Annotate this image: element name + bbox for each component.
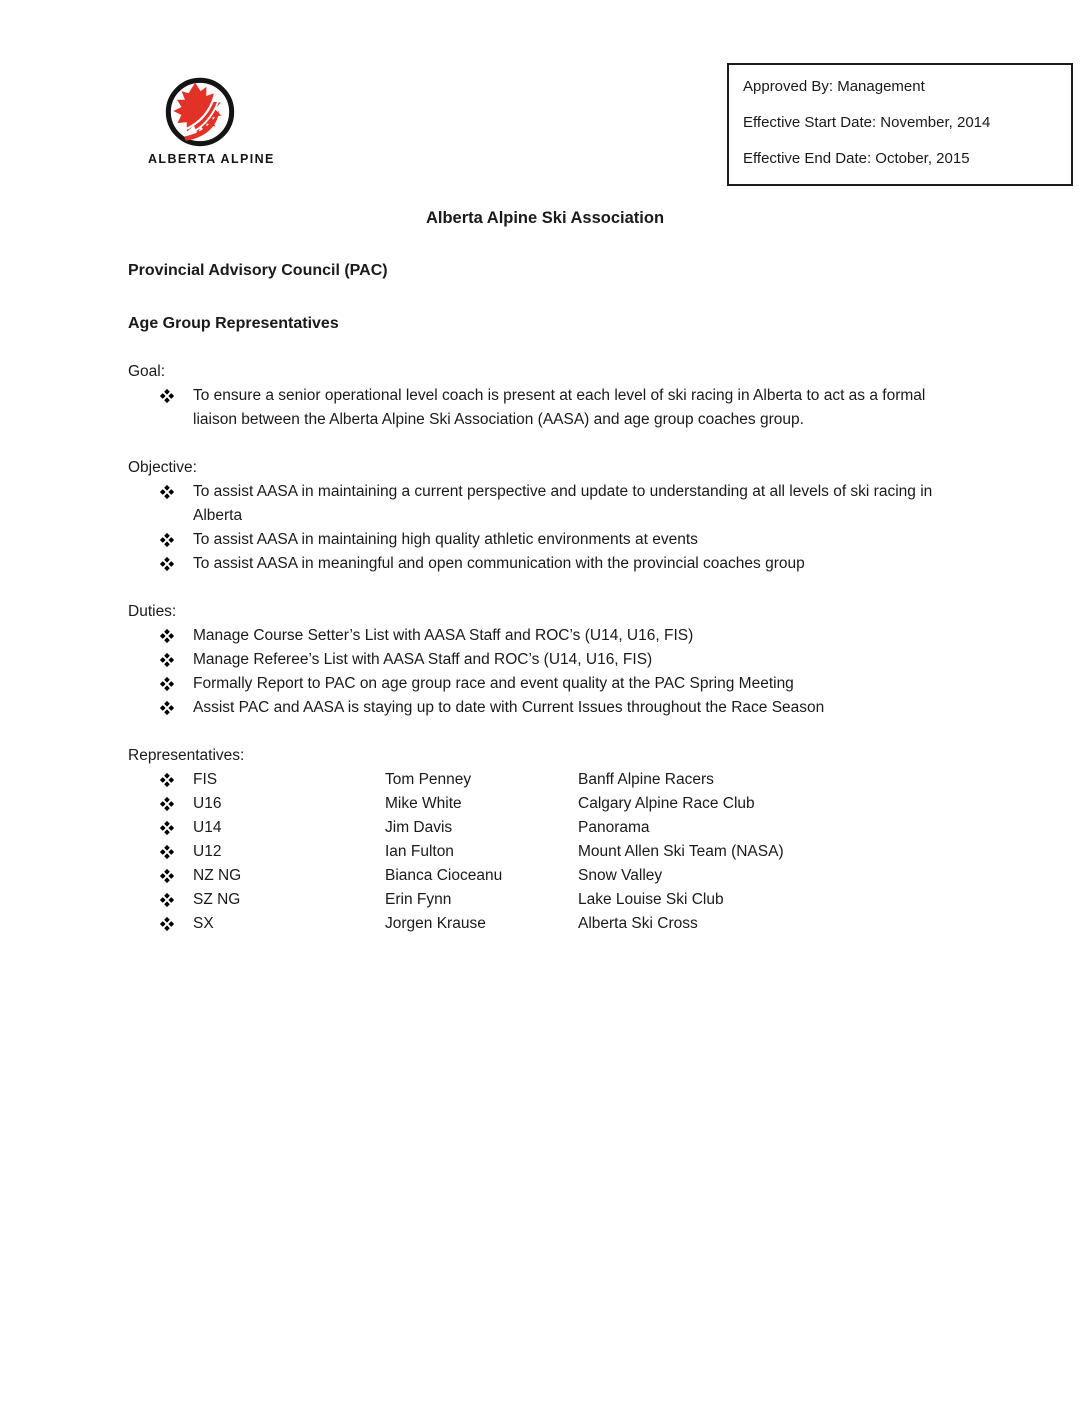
bullet-list (128, 480, 962, 576)
rep-group: U14 (193, 819, 222, 836)
diamond-bullet-icon (160, 845, 174, 859)
bullet-item (128, 384, 962, 432)
representative-row (128, 792, 962, 816)
bullet-item (128, 672, 962, 696)
approval-box (727, 63, 1073, 186)
rep-name: Bianca Cioceanu (385, 867, 503, 884)
section-heading: Objective: (128, 459, 197, 476)
bullet-list (128, 624, 962, 720)
rep-club: Banff Alpine Racers (578, 771, 714, 788)
bullet-text: Manage Course Setter’s List with AASA Staff and ROC’s (U14, U16, FIS) (193, 627, 694, 644)
bullet-item (128, 552, 962, 576)
bullet-item (128, 528, 962, 552)
diamond-bullet-icon (160, 677, 174, 691)
rep-group: FIS (193, 771, 218, 788)
section (128, 360, 962, 432)
section (128, 600, 962, 720)
bullet-text: Formally Report to PAC on age group race and event quality at the PAC Spring Meeting (193, 675, 794, 692)
document-content (128, 206, 962, 936)
bullet-text: To assist AASA in maintaining a current perspective and update to understanding at all levels of ski racing in Alberta (193, 483, 933, 524)
sections (128, 360, 962, 720)
diamond-bullet-icon (160, 653, 174, 667)
rep-group: SX (193, 915, 214, 932)
bullet-text: Assist PAC and AASA is staying up to date with Current Issues throughout the Race Season (193, 699, 825, 716)
diamond-bullet-icon (160, 869, 174, 883)
diamond-bullet-icon (160, 701, 174, 715)
representative-row (128, 888, 962, 912)
diamond-bullet-icon (160, 533, 174, 547)
representatives-list (128, 768, 962, 936)
bullet-text: To ensure a senior operational level coach is present at each level of ski racing in Alberta to act as a formal liaison between the Alberta Alpine Ski Association (AASA) and age group coaches group. (193, 387, 926, 428)
rep-name: Tom Penney (385, 771, 472, 788)
effective-end-date: Effective End Date: October, 2015 (743, 150, 970, 167)
section-heading: Representatives: (128, 747, 245, 764)
rep-name: Ian Fulton (385, 843, 454, 860)
diamond-bullet-icon (160, 485, 174, 499)
rep-club: Alberta Ski Cross (578, 915, 698, 932)
effective-start-date: Effective Start Date: November, 2014 (743, 114, 991, 131)
section-heading: Duties: (128, 603, 177, 620)
alberta-alpine-logo (148, 76, 275, 166)
diamond-bullet-icon (160, 557, 174, 571)
rep-group: U12 (193, 843, 222, 860)
representative-row (128, 912, 962, 936)
bullet-text: Manage Referee’s List with AASA Staff and ROC’s (U14, U16, FIS) (193, 651, 653, 668)
rep-name: Jorgen Krause (385, 915, 486, 932)
bullet-item (128, 696, 962, 720)
maple-leaf-ski-logo-icon (164, 76, 236, 148)
bullet-text: To assist AASA in meaningful and open communication with the provincial coaches group (193, 555, 805, 572)
subtitle-pac: Provincial Advisory Council (PAC) (128, 262, 388, 279)
representatives-section (128, 744, 962, 936)
representative-row (128, 768, 962, 792)
diamond-bullet-icon (160, 893, 174, 907)
diamond-bullet-icon (160, 821, 174, 835)
diamond-bullet-icon (160, 773, 174, 787)
representative-row (128, 840, 962, 864)
diamond-bullet-icon (160, 917, 174, 931)
rep-group: U16 (193, 795, 222, 812)
subtitle-age-group: Age Group Representatives (128, 315, 339, 332)
diamond-bullet-icon (160, 797, 174, 811)
rep-club: Panorama (578, 819, 650, 836)
rep-group: NZ NG (193, 867, 242, 884)
rep-name: Mike White (385, 795, 462, 812)
rep-club: Mount Allen Ski Team (NASA) (578, 843, 784, 860)
rep-group: SZ NG (193, 891, 241, 908)
bullet-item (128, 480, 962, 528)
page-title: Alberta Alpine Ski Association (425, 209, 665, 227)
bullet-item (128, 624, 962, 648)
rep-name: Erin Fynn (385, 891, 452, 908)
diamond-bullet-icon (160, 629, 174, 643)
rep-club: Calgary Alpine Race Club (578, 795, 755, 812)
representative-row (128, 864, 962, 888)
representative-row (128, 816, 962, 840)
rep-club: Lake Louise Ski Club (578, 891, 724, 908)
approved-by: Approved By: Management (743, 78, 925, 95)
section-heading: Goal: (128, 363, 166, 380)
section (128, 456, 962, 576)
rep-club: Snow Valley (578, 867, 663, 884)
bullet-list (128, 384, 962, 432)
bullet-item (128, 648, 962, 672)
diamond-bullet-icon (160, 389, 174, 403)
bullet-text: To assist AASA in maintaining high quality athletic environments at events (193, 531, 698, 548)
rep-name: Jim Davis (385, 819, 453, 836)
logo-caption: ALBERTA ALPINE (148, 152, 275, 166)
